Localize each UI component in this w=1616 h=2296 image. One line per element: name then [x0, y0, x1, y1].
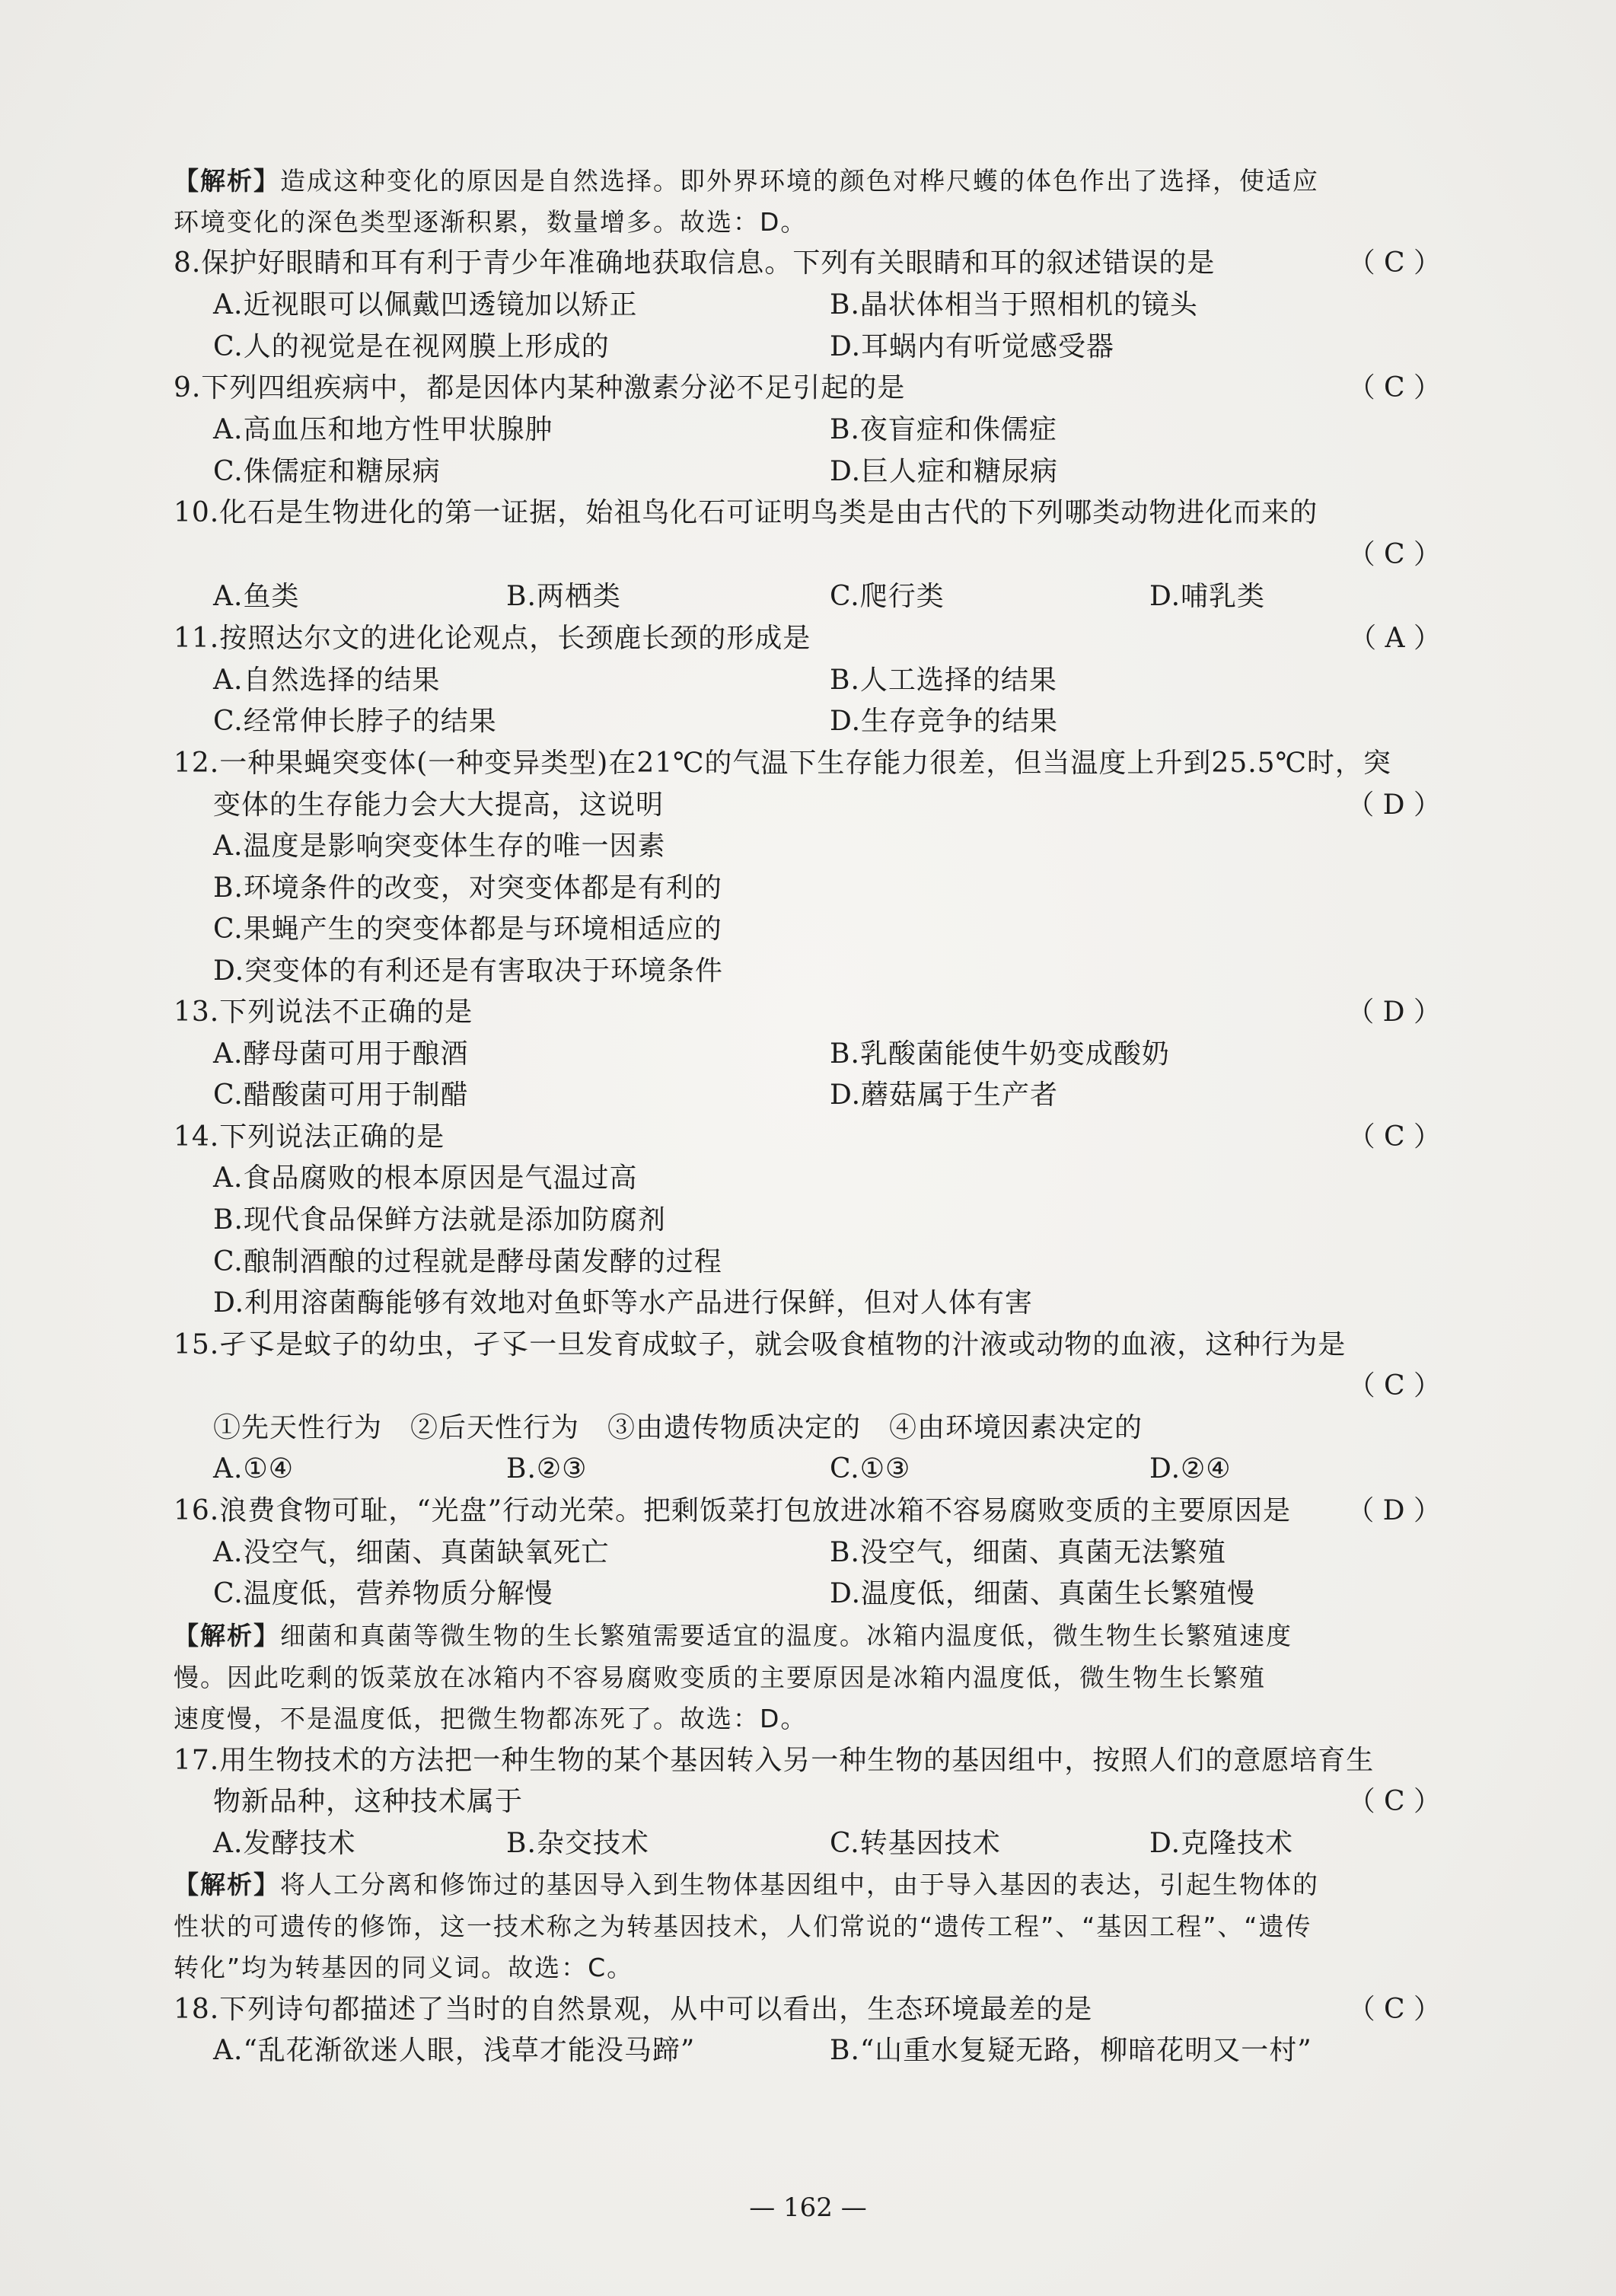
q13-option-a: A.酵母菌可用于酿酒: [213, 1038, 469, 1070]
q7-analysis-line-1: [174, 163, 1319, 199]
analysis-tag: 【解析】: [174, 166, 280, 196]
q12-option-b: B.环境条件的改变，对突变体都是有利的: [213, 872, 722, 904]
q9-option-b: B.夜盲症和侏儒症: [830, 414, 1057, 445]
q8-stem: 8.保护好眼睛和耳有利于青少年准确地获取信息。下列有关眼睛和耳的叙述错误的是: [174, 247, 1216, 279]
q13-answer: （ D ）: [1347, 997, 1441, 1028]
q10-option-c: C.爬行类: [830, 581, 945, 612]
q13-option-b: B.乳酸菌能使牛奶变成酸奶: [830, 1038, 1170, 1070]
q12-option-a: A.温度是影响突变体生存的唯一因素: [213, 831, 666, 862]
q16-analysis-line-2: 慢。因此吃剩的饭菜放在冰箱内不容易腐败变质的主要原因是冰箱内温度低，微生物生长繁殖: [174, 1663, 1266, 1692]
q12-stem-line-2: 变体的生存能力会大大提高，这说明: [213, 789, 665, 821]
q11-option-c: C.经常伸长脖子的结果: [213, 706, 497, 737]
analysis-tag: 【解析】: [174, 1621, 280, 1650]
q10-answer: （ C ）: [1347, 539, 1441, 570]
q10-option-b: B.两栖类: [506, 581, 621, 612]
q12-stem-line-1: 12.一种果蝇突变体(一种变异类型)在21℃的气温下生存能力很差，但当温度上升到25.5℃时，突: [174, 748, 1391, 779]
q14-option-d: D.利用溶菌酶能够有效地对鱼虾等水产品进行保鲜，但对人体有害: [213, 1287, 1034, 1319]
q11-stem: 11.按照达尔文的进化论观点，长颈鹿长颈的形成是: [174, 623, 811, 654]
analysis-text: 细菌和真菌等微生物的生长繁殖需要适宜的温度。冰箱内温度低，微生物生长繁殖速度: [280, 1621, 1292, 1650]
q16-analysis-line-1: [174, 1618, 1292, 1654]
q8-option-a: A.近视眼可以佩戴凹透镜加以矫正: [213, 289, 638, 320]
q9-option-d: D.巨人症和糖尿病: [830, 456, 1059, 487]
q18-stem: 18.下列诗句都描述了当时的自然景观，从中可以看出，生态环境最差的是: [174, 1994, 1093, 2025]
q15-stem: 15.孑孓是蚊子的幼虫，孑孓一旦发育成蚊子，就会吸食植物的汁液或动物的血液，这种行为是: [174, 1329, 1347, 1360]
q9-option-a: A.高血压和地方性甲状腺肿: [213, 414, 553, 445]
q15-answer: （ C ）: [1347, 1370, 1441, 1402]
q17-answer: （ C ）: [1347, 1786, 1441, 1817]
q10-option-d: D.哺乳类: [1149, 581, 1266, 612]
q17-stem-line-1: 17.用生物技术的方法把一种生物的某个基因转入另一种生物的基因组中，按照人们的意愿培育生: [174, 1745, 1375, 1776]
q17-option-b: B.杂交技术: [506, 1828, 649, 1859]
q17-analysis-line-2: 性状的可遗传的修饰，这一技术称之为转基因技术，人们常说的“遗传工程”、“基因工程”、“遗传: [174, 1912, 1312, 1941]
q15-statements: ①先天性行为 ②后天性行为 ③由遗传物质决定的 ④由环境因素决定的: [213, 1412, 1143, 1443]
q13-stem: 13.下列说法不正确的是: [174, 997, 473, 1028]
q14-option-b: B.现代食品保鲜方法就是添加防腐剂: [213, 1204, 666, 1236]
q8-option-d: D.耳蜗内有听觉感受器: [830, 331, 1115, 362]
q11-option-a: A.自然选择的结果: [213, 665, 441, 696]
q16-option-c: C.温度低，营养物质分解慢: [213, 1578, 553, 1609]
q15-option-a: A.①④: [213, 1453, 294, 1484]
page-number: — 162 —: [749, 2192, 867, 2223]
q17-option-c: C.转基因技术: [830, 1828, 1001, 1859]
q17-option-d: D.克隆技术: [1149, 1828, 1294, 1859]
q15-option-d: D.②④: [1149, 1453, 1232, 1484]
q14-stem: 14.下列说法正确的是: [174, 1121, 445, 1153]
analysis-tag: 【解析】: [174, 1870, 280, 1899]
q8-answer: （ C ）: [1347, 247, 1441, 279]
q11-option-d: D.生存竞争的结果: [830, 706, 1059, 737]
q18-answer: （ C ）: [1347, 1994, 1441, 2025]
q9-answer: （ C ）: [1347, 372, 1441, 403]
q16-option-a: A.没空气，细菌、真菌缺氧死亡: [213, 1537, 610, 1568]
q8-option-c: C.人的视觉是在视网膜上形成的: [213, 331, 610, 362]
q17-option-a: A.发酵技术: [213, 1828, 356, 1859]
q10-option-a: A.鱼类: [213, 581, 300, 612]
q12-answer: （ D ）: [1347, 789, 1441, 821]
q16-answer: （ D ）: [1347, 1495, 1441, 1526]
q16-analysis-line-3: 速度慢，不是温度低，把微生物都冻死了。故选：D。: [174, 1704, 808, 1733]
q17-analysis-line-1: [174, 1867, 1319, 1903]
q18-option-a: A.“乱花渐欲迷人眼，浅草才能没马蹄”: [213, 2035, 696, 2066]
q8-option-b: B.晶状体相当于照相机的镜头: [830, 289, 1198, 320]
q9-option-c: C.侏儒症和糖尿病: [213, 456, 441, 487]
q14-answer: （ C ）: [1347, 1121, 1441, 1153]
q18-option-b: B.“山重水复疑无路，柳暗花明又一村”: [830, 2035, 1312, 2066]
q14-option-a: A.食品腐败的根本原因是气温过高: [213, 1162, 638, 1194]
q13-option-c: C.醋酸菌可用于制醋: [213, 1079, 469, 1111]
q14-option-c: C.酿制酒酿的过程就是酵母菌发酵的过程: [213, 1246, 722, 1277]
analysis-text: 将人工分离和修饰过的基因导入到生物体基因组中，由于导入基因的表达，引起生物体的: [280, 1870, 1319, 1899]
q9-stem: 9.下列四组疾病中，都是因体内某种激素分泌不足引起的是: [174, 372, 906, 403]
q12-option-c: C.果蝇产生的突变体都是与环境相适应的: [213, 914, 722, 945]
q10-stem: 10.化石是生物进化的第一证据，始祖鸟化石可证明鸟类是由古代的下列哪类动物进化而来的: [174, 497, 1318, 528]
q12-option-d: D.突变体的有利还是有害取决于环境条件: [213, 955, 724, 987]
q13-option-d: D.蘑菇属于生产者: [830, 1079, 1059, 1111]
q11-option-b: B.人工选择的结果: [830, 665, 1057, 696]
q15-option-b: B.②③: [506, 1453, 588, 1484]
q16-option-b: B.没空气，细菌、真菌无法繁殖: [830, 1537, 1226, 1568]
q7-analysis-line-2: 环境变化的深色类型逐渐积累，数量增多。故选：D。: [174, 207, 808, 237]
q15-option-c: C.①③: [830, 1453, 911, 1484]
q11-answer: （ A ）: [1349, 623, 1441, 654]
q16-stem: 16.浪费食物可耻，“光盘”行动光荣。把剩饭菜打包放进冰箱不容易腐败变质的主要原因是: [174, 1495, 1292, 1526]
analysis-text: 造成这种变化的原因是自然选择。即外界环境的颜色对桦尺蠖的体色作出了选择，使适应: [280, 166, 1319, 196]
q16-option-d: D.温度低，细菌、真菌生长繁殖慢: [830, 1578, 1256, 1609]
q17-analysis-line-3: 转化”均为转基因的同义词。故选：C。: [174, 1953, 634, 1982]
q17-stem-line-2: 物新品种，这种技术属于: [213, 1786, 524, 1817]
